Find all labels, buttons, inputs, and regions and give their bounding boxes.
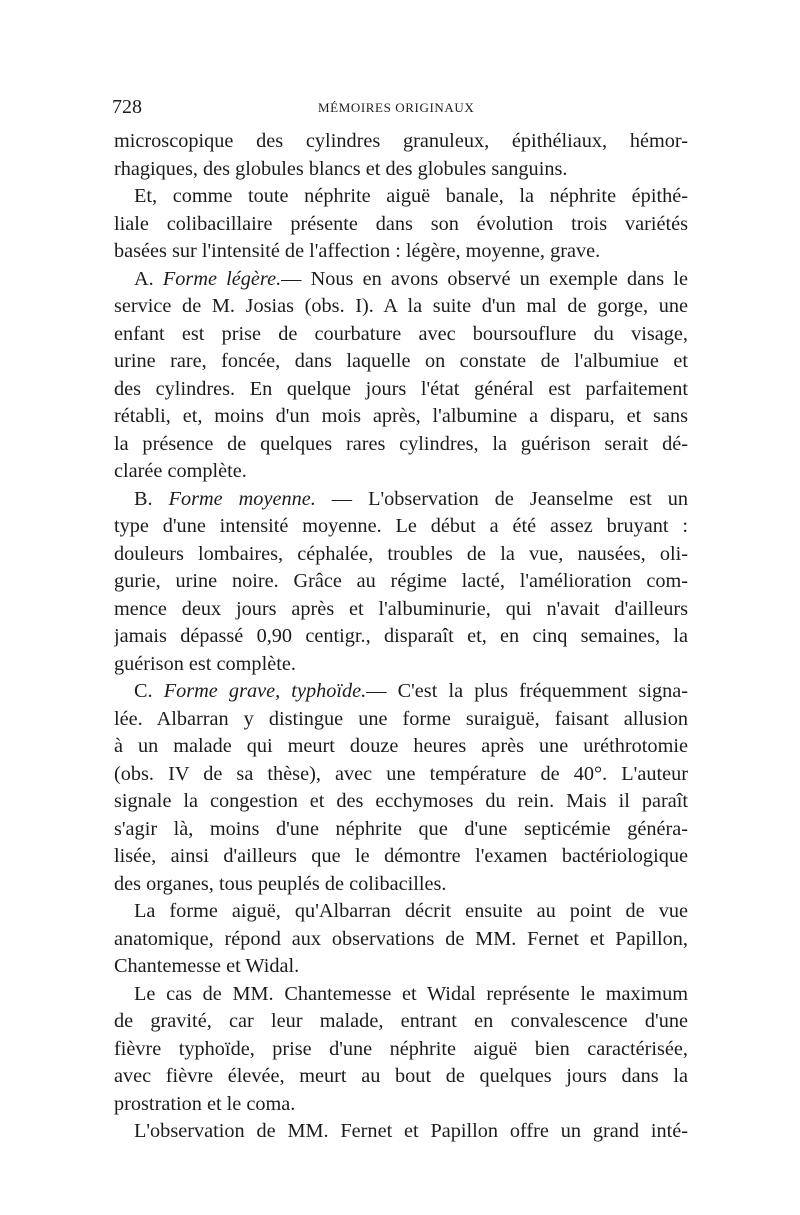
line-text: L'observation de MM. Fernet et Papillon offre un grand inté- <box>134 1120 688 1142</box>
line-text: type d'une intensité moyenne. Le début a été assez bruyant : <box>114 515 688 537</box>
line-text: des organes, tous peuplés de colibacilles. <box>114 872 447 895</box>
text-line <box>114 733 688 761</box>
line-text: lisée, ainsi d'ailleurs que le démontre l'examen bactériologique <box>114 845 688 867</box>
line-text: clarée complète. <box>114 460 247 482</box>
text-line <box>114 706 688 734</box>
line-text: liale colibacillaire présente dans son évolution trois variétés <box>114 212 688 235</box>
text-line <box>114 541 688 569</box>
line-text: mence deux jours après et l'albuminurie, qui n'avait d'ailleurs <box>114 597 688 620</box>
line-text: urine rare, foncée, dans laquelle on constate de l'albumiue et <box>114 350 688 372</box>
body-text <box>114 128 688 1146</box>
page-number: 728 <box>112 96 142 118</box>
text-line <box>114 596 688 624</box>
line-text: rétabli, et, moins d'un mois après, l'albumine a disparu, et sans <box>114 405 688 427</box>
text-line <box>114 788 688 816</box>
text-line <box>114 403 688 431</box>
text-line <box>114 458 688 486</box>
text-line <box>114 128 688 156</box>
line-text: Chantemesse et Widal. <box>114 955 300 977</box>
line-text: des cylindres. En quelque jours l'état général est parfaitement <box>114 377 688 400</box>
line-text: basées sur l'intensité de l'affection : légère, moyenne, grave. <box>114 240 601 262</box>
section-letter: C. <box>134 680 164 702</box>
line-text: service de M. Josias (obs. I). A la suite d'un mal de gorge, une <box>114 295 688 317</box>
text-line <box>114 816 688 844</box>
text-line <box>114 183 688 211</box>
line-text: prostration et le coma. <box>114 1092 296 1115</box>
line-text: gurie, urine noire. Grâce au régime lacté, l'amélioration com- <box>114 570 688 592</box>
line-text: fièvre typhoïde, prise d'une néphrite aiguë bien caractérisée, <box>114 1037 688 1060</box>
line-text: s'agir là, moins d'une néphrite que d'une septicémie généra- <box>114 817 688 840</box>
line-text: Le cas de MM. Chantemesse et Widal représente le maximum <box>134 982 688 1005</box>
text-line <box>114 513 688 541</box>
text-line <box>114 568 688 596</box>
line-text: lée. Albarran y distingue une forme suraiguë, faisant allusion <box>114 707 688 730</box>
text-line <box>114 926 688 954</box>
text-line <box>114 651 688 679</box>
line-text: — C'est la plus fréquemment signa- <box>366 680 688 702</box>
section-letter: B. <box>134 487 169 510</box>
text-line <box>114 1008 688 1036</box>
line-text: de gravité, car leur malade, entrant en convalescence d'une <box>114 1010 688 1032</box>
text-line <box>114 623 688 651</box>
text-line <box>114 1063 688 1091</box>
line-text: signale la congestion et des ecchymoses du rein. Mais il paraît <box>114 790 688 812</box>
line-text: Et, comme toute néphrite aiguë banale, la néphrite épithé- <box>134 185 688 207</box>
text-line <box>114 238 688 266</box>
text-line <box>114 953 688 981</box>
line-text: — Nous en avons observé un exemple dans le <box>281 267 688 290</box>
text-line <box>114 211 688 239</box>
text-line <box>114 156 688 184</box>
text-line <box>114 1036 688 1064</box>
text-line <box>114 486 688 514</box>
line-text: rhagiques, des globules blancs et des globules sanguins. <box>114 157 568 180</box>
text-line <box>114 348 688 376</box>
text-line <box>114 266 688 294</box>
text-line <box>114 871 688 899</box>
text-line <box>114 761 688 789</box>
section-title: Forme grave, typhoïde. <box>163 680 367 702</box>
text-line <box>114 981 688 1009</box>
text-line <box>114 843 688 871</box>
text-line <box>114 376 688 404</box>
line-text: douleurs lombaires, céphalée, troubles de la vue, nausées, oli- <box>114 542 688 565</box>
section-title: Forme moyenne. <box>168 487 316 510</box>
line-text: La forme aiguë, qu'Albarran décrit ensuite au point de vue <box>134 900 688 922</box>
line-text: enfant est prise de courbature avec boursouflure du visage, <box>114 322 688 345</box>
text-line <box>114 1091 688 1119</box>
line-text: avec fièvre élevée, meurt au bout de quelques jours dans la <box>114 1065 688 1087</box>
section-title: Forme légère. <box>162 267 282 290</box>
text-line <box>114 293 688 321</box>
running-head: MÉMOIRES ORIGINAUX <box>318 100 475 115</box>
text-line <box>114 431 688 459</box>
text-line <box>114 678 688 706</box>
text-line <box>114 321 688 349</box>
line-text: à un malade qui meurt douze heures après une uréthrotomie <box>114 735 688 757</box>
text-line <box>114 898 688 926</box>
line-text: jamais dépassé 0,90 centigr., disparaît et, en cinq semaines, la <box>114 625 688 647</box>
section-letter: A. <box>134 267 163 290</box>
line-text: la présence de quelques rares cylindres, la guérison serait dé- <box>114 432 688 455</box>
line-text: anatomique, répond aux observations de MM. Fernet et Papillon, <box>114 927 688 950</box>
line-text: guérison est complète. <box>114 652 296 675</box>
line-text: — L'observation de Jeanselme est un <box>315 487 688 510</box>
line-text: microscopique des cylindres granuleux, épithéliaux, hémor- <box>114 130 688 152</box>
page-header <box>112 96 692 124</box>
text-line <box>114 1118 688 1146</box>
line-text: (obs. IV de sa thèse), avec une température de 40°. L'auteur <box>114 762 688 785</box>
